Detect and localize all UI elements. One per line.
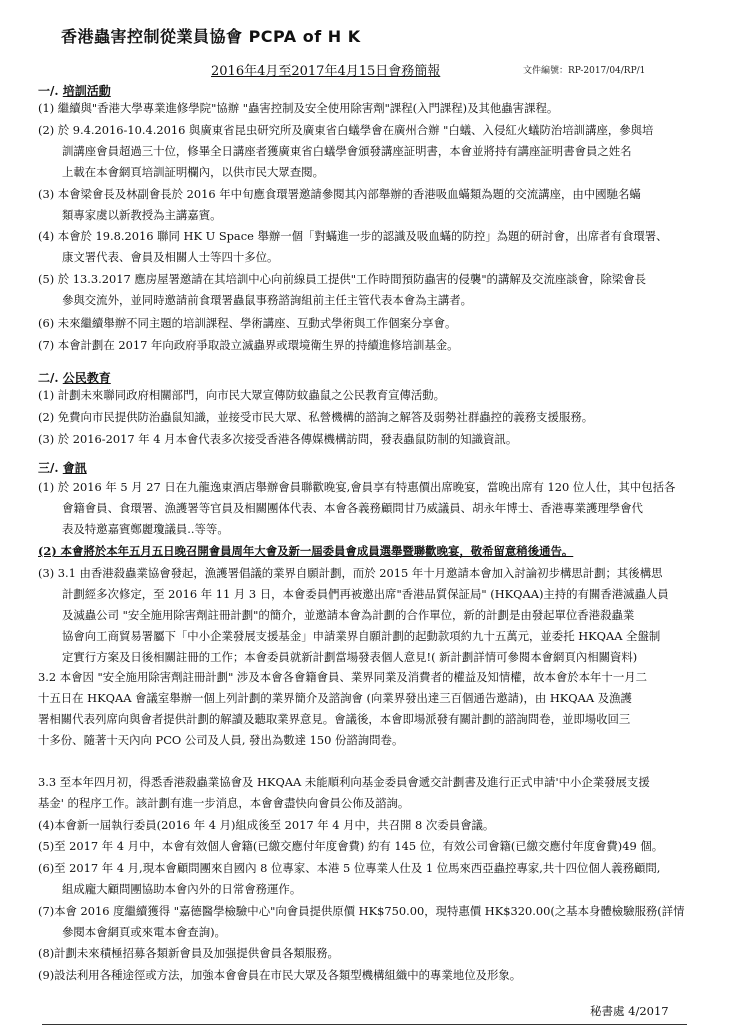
section-title: 會訊 [62,461,87,475]
document-number: 文件編號：RP-2017/04/RP/1 [523,66,646,76]
organization-title: 香港蟲害控制從業員協會 PCPA of H K [61,27,361,46]
list-item-continuation: 組成龐大顧問團協助本會內外的日常會務運作。 [62,882,302,897]
section-heading [38,369,111,386]
list-item: 3.2 本會因 "安全施用除害劑註冊計劃" 涉及本會各會籍會員、業界同業及消費者的權益及知情權，故本會於本年十一月二 [38,670,647,684]
list-item-continuation: 及滅蟲公司 "安全施用除害劑註冊計劃"的簡介，並邀請本會為計劃的合作單位，新的計劃是由發起單位香港殺蟲業 [62,608,635,623]
list-item: (1) 繼續與"香港大學專業進修學院"協辦 "蟲害控制及安全使用除害劑"課程(入門課程)及其他蟲害課程。 [38,101,559,115]
section-heading [38,459,87,476]
section-heading [38,82,111,99]
list-item-continuation: 會籍會員、食環署、漁護署等官員及相關團体代表、本會各義務顧問甘乃威議員、胡永年博士、香港專業護理學會代 [62,501,643,516]
list-item-continuation: 參與交流外，並同時邀請前食環署蟲鼠事務諮詢組前主任主管代表本會為主講者。 [62,293,473,308]
section-number: 一/. [38,84,63,98]
list-item-continuation: 上載在本會網頁培訓証明欄內，以供市民大眾查閱。 [62,165,324,180]
list-item-continuation: 類專家虞以新教授為主講嘉賓。 [62,208,222,223]
list-item-continuation: 定實行方案及日後相關註冊的工作；本會委員就新計劃當場發表個人意見!( 新計劃詳情可參閱本會網頁內相關資料) [62,650,638,665]
list-item: (4) 本會於 19.8.2016 聯同 HK U Space 舉辦一個「對蟎進一步的認識及吸血蟎的防控」為題的研討會，出席者有食環署、 [38,229,668,243]
section-title: 培訓活動 [62,84,111,98]
list-item: (1) 於 2016 年 5 月 27 日在九龍逸東酒店舉辦會員聯歡晚宴,會員享有特惠價出席晚宴，當晚出席有 120 位人仕，其中包括各 [38,480,676,494]
list-item-continuation: 十五日在 HKQAA 會議室舉辦一個上列計劃的業界簡介及諮詢會 (向業界發出達三百個通告邀請)，由 HKQAA 及漁護 [38,691,632,706]
list-item-continuation: 訓講座會員超過三十位，修畢全日講座者獲廣東省白蟻學會頒發講座証明書，本會並將持有講座証明書會員之姓名 [62,144,632,159]
list-item-continuation: 協會向工商貿易署屬下「中小企業發展支援基金」申請業界自願計劃的起動款項約九十五萬元，並委托 HKQAA 全盤制 [62,629,661,644]
list-item: (5) 於 13.3.2017 應房屋署邀請在其培訓中心向前線員工提供"工作時間預防蟲害的侵襲"的講解及交流座談會，除梁會長 [38,272,647,286]
list-item: 3.3 至本年四月初，得悉香港殺蟲業協會及 HKQAA 未能順利向基金委員會遞交計劃書及進行正式申請'中小企業發展支援 [38,775,650,789]
list-item: (7)本會 2016 度繼續獲得 "嘉德醫學檢驗中心"向會員提供原價 HK$750.00，現特惠價 HK$320.00(之基本身體檢驗服務(詳情 [38,904,685,918]
list-item: (2) 本會將於本年五月五日晚召開會員周年大會及新一屆委員會成員選舉暨聯歡晚宴，敬希留意稍後通告。 [38,544,574,558]
list-item: (3) 3.1 由香港殺蟲業協會發起，漁護署倡議的業界自願計劃，而於 2015 年十月邀請本會加入討論初步構思計劃；其後構思 [38,566,663,580]
list-item: (9)設法利用各種途徑或方法，加強本會會員在市民大眾及各類型機構組織中的專業地位及形象。 [38,968,522,982]
list-item-continuation: 表及特邀嘉賓鄭麗瓊議員..等等。 [62,522,229,537]
list-item: (8)計劃未來積極招募各類新會員及加强提供會員各類服務。 [38,946,339,960]
list-item: (3) 本會梁會長及林副會長於 2016 年中旬應食環署邀請參閱其內部舉辦的香港吸血蟎類為題的交流講座，由中國馳名蟎 [38,187,641,201]
list-item-continuation: 署相關代表列席向與會者提供計劃的解讀及聽取業界意見。會議後，本會即場派發有關計劃的諮詢問卷，並即場收回三 [38,712,631,727]
list-item-continuation: 計劃經多次修定，至 2016 年 11 月 3 日，本會委員們再被邀出席"香港品質保証局" (HKQAA)主持的有關香港滅蟲人員 [62,587,669,602]
list-item: (3) 於 2016-2017 年 4 月本會代表多次接受香港各傳媒機構訪問，發表蟲鼠防制的知識資訊。 [38,432,518,446]
list-item: (6) 未來繼續舉辦不同主題的培訓課程、學術講座、互動式學術與工作個案分享會。 [38,316,457,330]
section-number: 三/. [38,461,63,475]
list-item-continuation: 十多份、隨著十天內向 PCO 公司及人員, 發出為數達 150 份諮詢問卷。 [38,733,404,748]
section-number: 二/. [38,371,63,385]
list-item: (6)至 2017 年 4 月,現本會顧問團來自國內 8 位專家、本港 5 位專業人仕及 1 位馬來西亞蟲控專家,共十四位個人義務顧問, [38,861,661,875]
list-item-continuation: 康文署代表、會員及相關人士等四十多位。 [62,250,279,265]
report-title: 2016年4月至2017年4月15日會務簡報 [211,64,441,79]
footer-divider [42,1024,687,1025]
footer-signature: 秘書處 4/2017 [590,1004,669,1018]
list-item: (2) 於 9.4.2016-10.4.2016 與廣東省昆虫研究所及廣東省白蟻學會在廣州合辦 "白蟻、入侵紅火蟻防治培訓講座，參與培 [38,123,654,137]
list-item: (7) 本會計劃在 2017 年向政府爭取設立滅蟲界或環境衛生界的持續進修培訓基金。 [38,338,459,352]
list-item: (1) 計劃未來聯同政府相關部門，向市民大眾宣傳防蚊蟲鼠之公民教育宣傳活動。 [38,388,446,402]
list-item: (5)至 2017 年 4 月中，本會有效個人會籍(已繳交應付年度會費) 約有 145 位，有效公司會籍(已繳交應付年度會費)49 個。 [38,839,664,853]
section-title: 公民教育 [62,371,111,385]
list-item: (2) 免費向市民提供防治蟲鼠知識，並接受市民大眾、私營機構的諮詢之解答及弱勢社群蟲控的義務支援服務。 [38,410,594,424]
list-item: (4)本會新一屆執行委員(2016 年 4 月)組成後至 2017 年 4 月中，共召開 8 次委員會議。 [38,818,495,832]
list-item-continuation: 參閱本會網頁或來電本會查詢)。 [62,925,226,940]
list-item-continuation: 基金' 的程序工作。該計劃有進一步消息，本會會盡快向會員公佈及諮詢。 [38,796,410,811]
